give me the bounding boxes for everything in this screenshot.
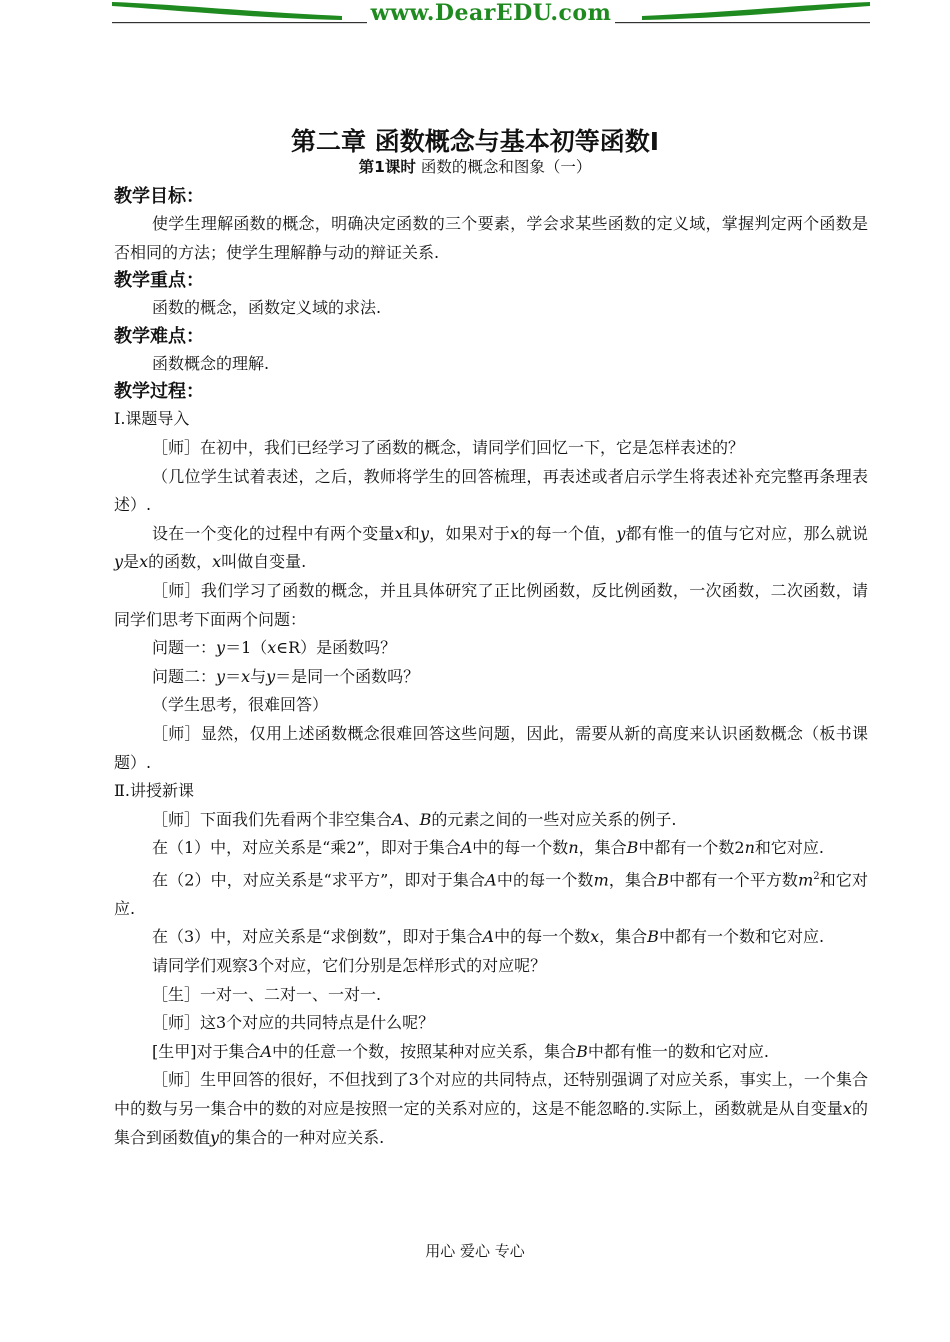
page-footer: 用心 爱心 专心 — [425, 1242, 525, 1260]
header-banner — [112, 0, 870, 32]
paragraph: ［师］在初中，我们已经学习了函数的概念，请同学们回忆一下，它是怎样表述的？ — [152, 437, 745, 457]
document-body — [114, 183, 868, 1152]
paragraph: （学生思考，很难回答） — [152, 695, 329, 715]
paragraph: [生甲]对于集合A中的任意一个数，按照某种对应关系，集合B中都有惟一的数和它对应. — [152, 1041, 769, 1061]
paragraph: （几位学生试着表述，之后，教师将学生的回答梳理，再表述或者启示学生将表述补充完整再条理表述）. — [114, 466, 868, 515]
difficult-heading: 教学难点： — [114, 325, 204, 347]
example-two-paragraph: 在（2）中，对应关系是“求平方”，即对于集合A中的每一个数m，集合B中都有一个平方数$m^2$和它对应. — [114, 870, 868, 918]
paragraph: ［师］这3个对应的共同特点是什么呢？ — [152, 1013, 435, 1033]
page-subtitle — [0, 155, 950, 177]
function-definition-paragraph: 设在一个变化的过程中有两个变量x和y，如果对于x的每一个值，y都有惟一的值与它对应，那么就说y是x的函数，x叫做自变量. — [114, 523, 868, 572]
example-one-paragraph: 在（1）中，对应关系是“乘2”，即对于集合A中的每一个数n，集合B中都有一个数2n和它对应. — [152, 838, 824, 858]
question-two: 问题二：y＝x与y＝是同一个函数吗？ — [152, 666, 420, 686]
goal-text: 使学生理解函数的概念，明确决定函数的三个要素，学会求某些函数的定义域，掌握判定两个函数是否相同的方法；使学生理解静与动的辩证关系. — [114, 214, 868, 262]
paragraph: ［师］我们学习了函数的概念，并且具体研究了正比例函数，反比例函数，一次函数，二次函数，请同学们思考下面两个问题： — [114, 580, 868, 629]
paragraph: ［生］一对一、二对一、一对一. — [152, 984, 382, 1004]
difficult-text: 函数概念的理解. — [152, 353, 270, 373]
lesson-topic: 函数的概念和图象（一） — [420, 158, 592, 176]
site-logo-text[interactable]: www.DearEDU.com — [367, 0, 616, 26]
section-new-lesson-heading: Ⅱ.讲授新课 — [114, 781, 194, 801]
goal-heading: 教学目标： — [114, 186, 204, 207]
paragraph: ［师］显然，仅用上述函数概念很难回答这些问题，因此，需要从新的高度来认识函数概念（板书课题）. — [114, 723, 868, 772]
example-three-paragraph: 在（3）中，对应关系是“求倒数”，即对于集合A中的每一个数x，集合B中都有一个数和它对应. — [152, 927, 825, 947]
process-heading: 教学过程： — [114, 381, 204, 403]
section-intro-heading: Ⅰ.课题导入 — [114, 409, 190, 429]
key-heading: 教学重点： — [114, 270, 204, 292]
paragraph: 请同学们观察3个对应，它们分别是怎样形式的对应呢？ — [152, 955, 547, 975]
question-one: 问题一：y＝1（x∈R）是函数吗？ — [152, 638, 397, 658]
paragraph: ［师］生甲回答的很好，不但找到了3个对应的共同特点，还特别强调了对应关系，事实上，一个集合中的数与另一集合中的数的对应是按照一定的关系对应的，这是不能忽略的.实际上，函数就是从自变量x的集合到函数值y的集合的一种对应关系. — [114, 1070, 868, 1147]
page-title: 第二章 函数概念与基本初等函数Ⅰ — [290, 127, 659, 156]
lesson-number: 第1课时 — [358, 158, 416, 176]
key-text: 函数的概念，函数定义域的求法. — [152, 298, 382, 318]
paragraph: ［师］下面我们先看两个非空集合A、B的元素之间的一些对应关系的例子. — [152, 809, 677, 829]
